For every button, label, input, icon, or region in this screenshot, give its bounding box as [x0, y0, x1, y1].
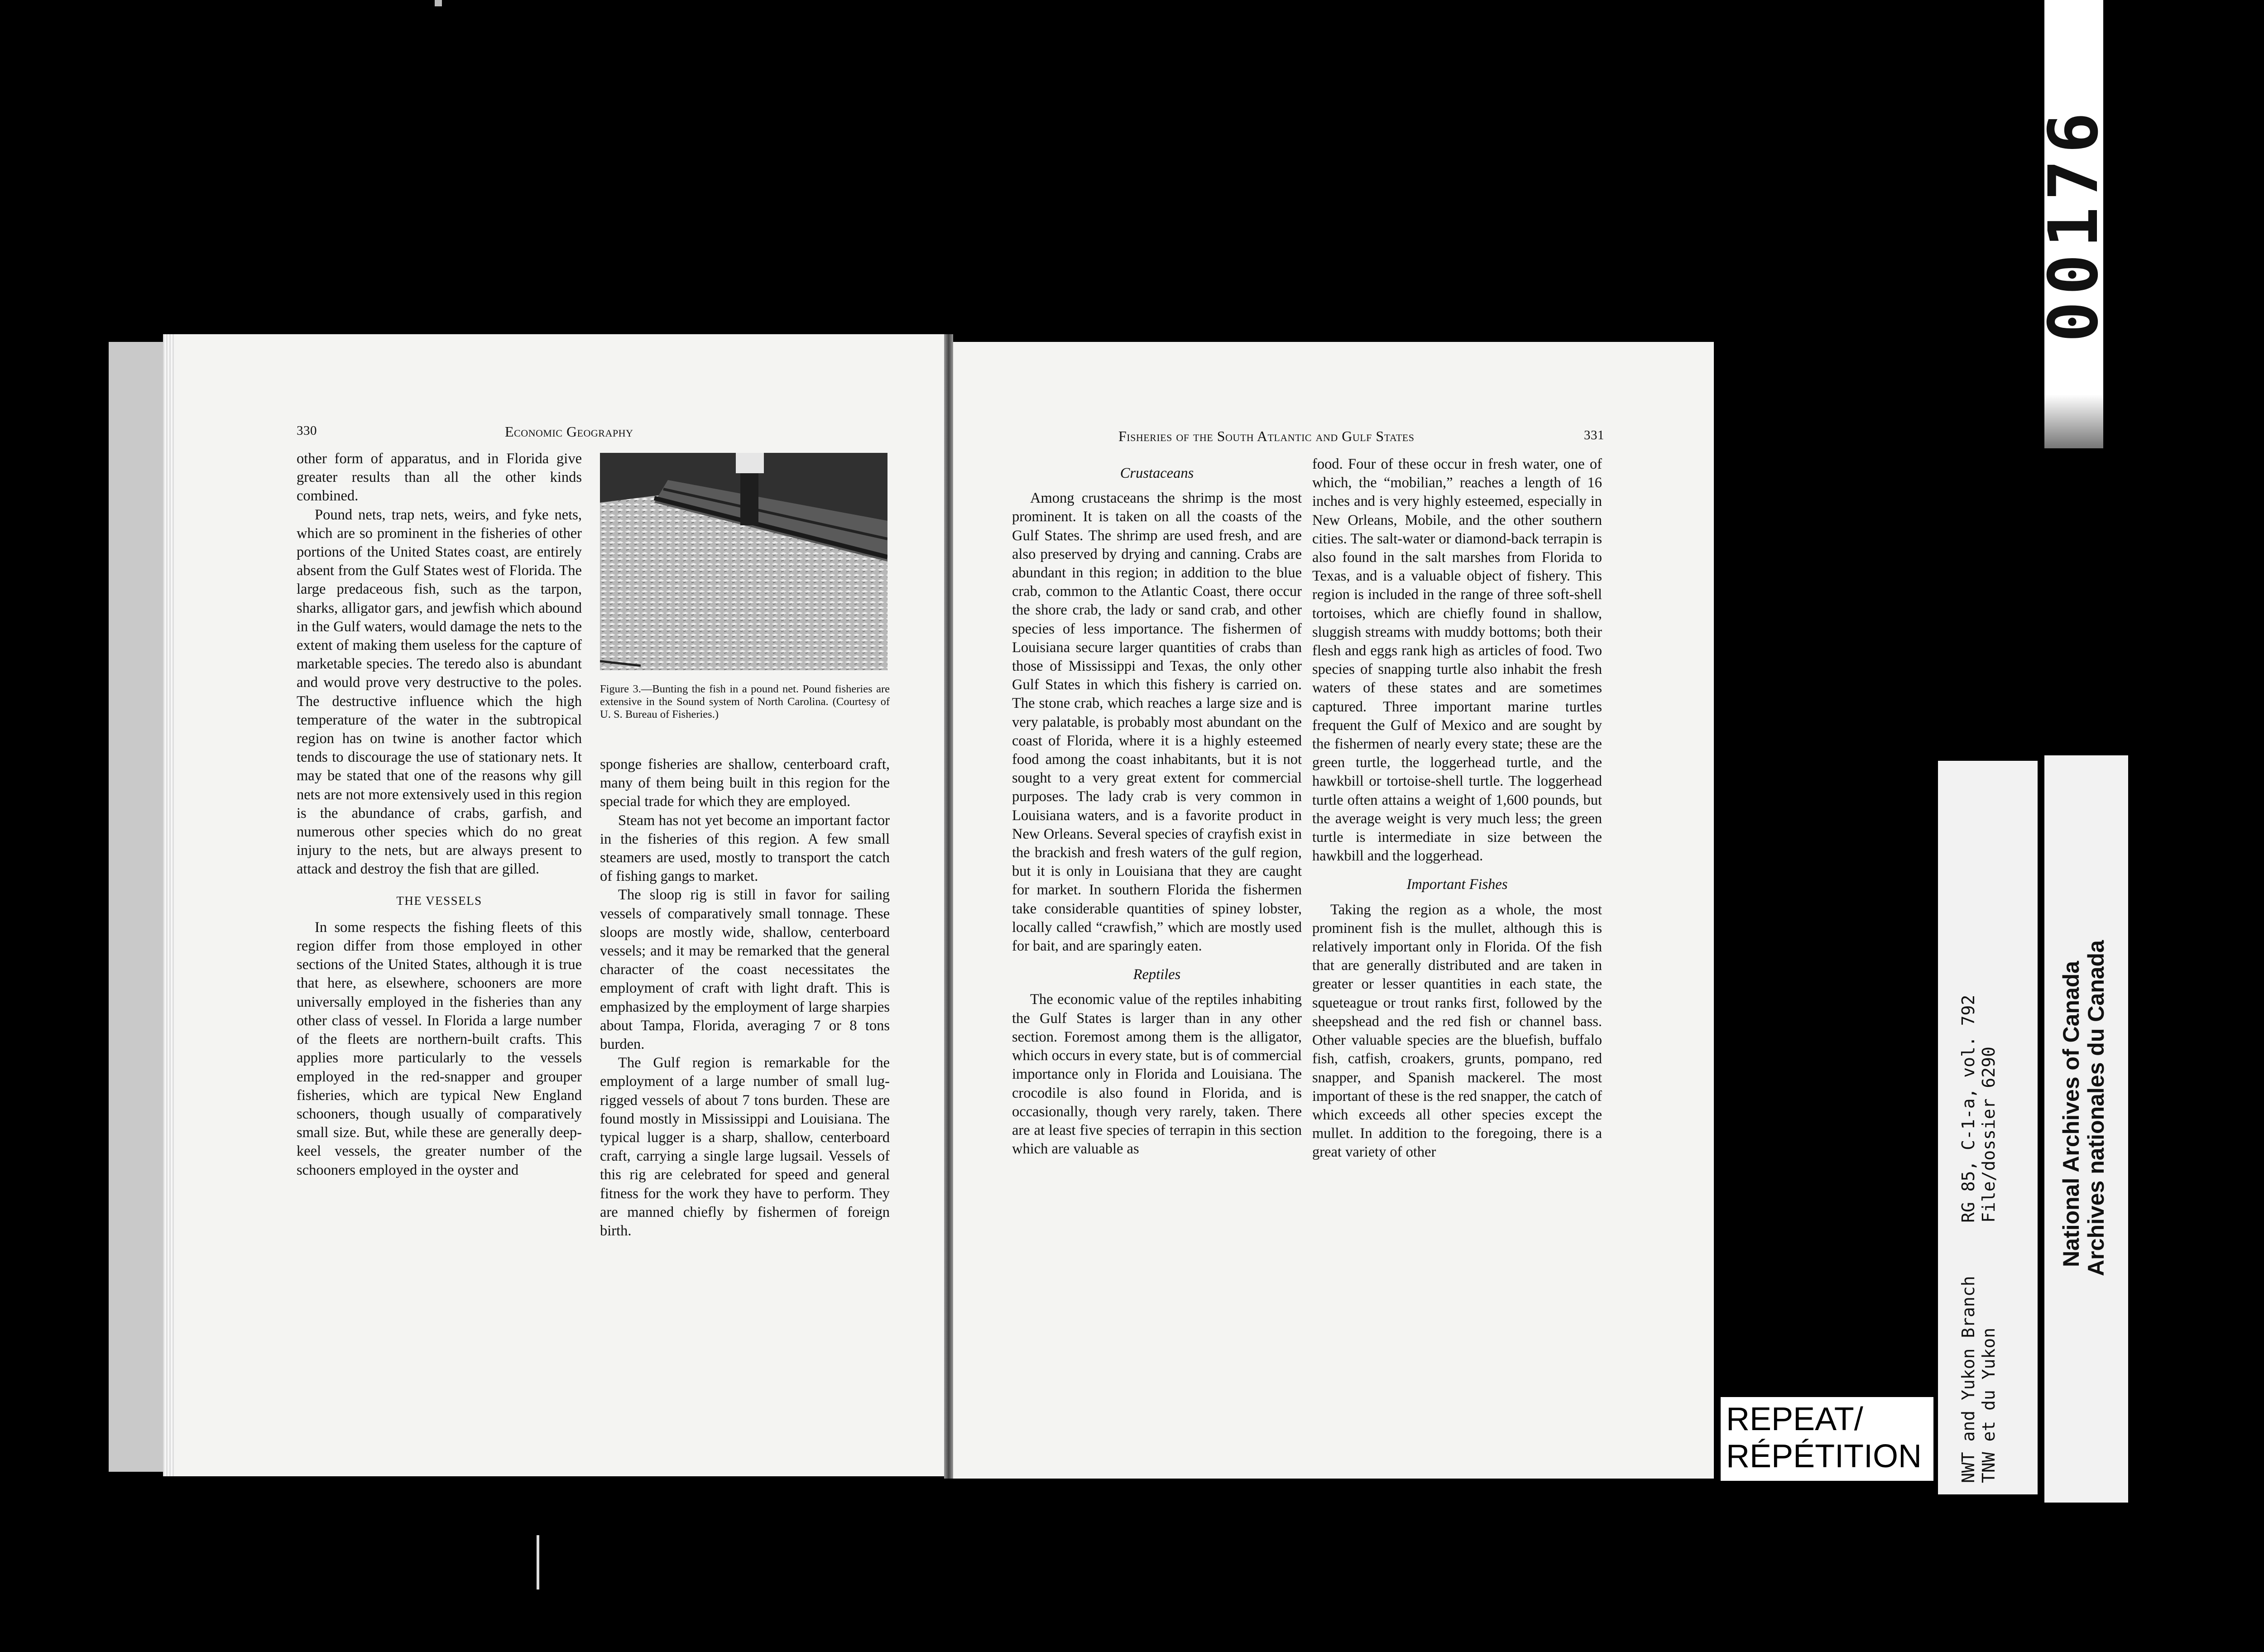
archive-ref-line-2: File/dossier 6290 [1979, 1047, 1999, 1223]
branch-line-1: NWT and Yukon Branch [1958, 1276, 1978, 1483]
paragraph: The economic value of the reptiles inhabiting the Gulf States is larger than in any other section. Foremost among them is the alligator, which occurs in every state, but is of commercial importance only in Florida and Louisiana. The crocodile is also found in Florida, and is occasionally, though very rarely, taken. There are at least five species of terrapin in this section which are valuable as [1012, 991, 1302, 1157]
running-head-right: Fisheries of the South Atlantic and Gulf States [1118, 428, 1415, 444]
paragraph: sponge fisheries are shallow, centerboard craft, many of them being built in this region for the special trade for which they are employed. [600, 756, 890, 810]
section-heading: THE VESSELS [396, 893, 482, 908]
page-number-left: 330 [297, 423, 317, 438]
section-heading: Crustaceans [1120, 465, 1194, 481]
right-column-1 [1012, 464, 1302, 1158]
left-column-2 [600, 755, 890, 1240]
paragraph: food. Four of these occur in fresh water, one of which, the “mobilian,” reaches a length of 16 inches and is very highly esteemed, especially in New Orleans, Mobile, and the other southern cities. The salt-water or diamond-back terrapin is also found in the salt marshes from Florida to Texas, and is a valuable object of fishery. This region is included in the range of three soft-shell tortoises, which are chiefly found in shallow, sluggish streams with muddy bottoms; both their flesh and eggs rank high as articles of food. Two species of snapping turtle also inhabit the fresh waters of these states and are sometimes captured. Three important marine turtles frequent the Gulf of Mexico and are sought by the fishermen of nearly every state; these are the green turtle, the loggerhead turtle, and the hawkbill or tortoise-shell turtle. The loggerhead turtle often attains a weight of 1,600 pounds, but the average weight is very much less; the green turtle is intermediate in size between the hawkbill and the loggerhead. [1312, 456, 1602, 864]
branch-line-2: TNW et du Yukon [1979, 1327, 1999, 1483]
archive-reference-label [1938, 761, 2038, 1494]
paragraph: In some respects the fishing fleets of this region differ from those employed in other sections of the United States, although it is true that here, as elsewhere, schooners are more universally employed in the fisheries than any other class of vessel. In Florida a large number of the fleets are northern-built crafts. This applies more particularly to the vessels employed in the red-snapper and grouper fisheries, which are typical New England schooners, though usually of comparatively small size. But, while these are generally deep-keel vessels, the greater number of the schooners employed in the oyster and [297, 919, 582, 1178]
left-column-1 [297, 450, 582, 1180]
archives-canada-label [2044, 755, 2128, 1503]
archive-ref-line-1: RG 85, C-1-a, vol. 792 [1958, 994, 1978, 1223]
paragraph: The sloop rig is still in favor for sailing vessels of comparatively small tonnage. These sloops are mostly wide, shallow, centerboard vessels; and it may be remarked that the general character of the coast necessitates the employment of craft with light draft. This is emphasized by the employment of large sharpies about Tampa, Florida, averaging 7 or 8 tons burden. [600, 887, 890, 1053]
paragraph: Steam has not yet become an important factor in the fisheries of this region. A few small steamers are used, mostly to transport the catch of fishing gangs to market. [600, 812, 890, 885]
book-gutter [944, 334, 953, 1479]
paragraph: Among crustaceans the shrimp is the most prominent. It is taken on all the coasts of the Gulf States. The shrimp are used fresh, and are also preserved by drying and canning. Crabs are abundant in this region; in addition to the blue crab, common to the Atlantic Coast, there occur the shore crab, the lady or sand crab, and other species of less importance. The fishermen of Louisiana secure larger quantities of crabs than those of Mississippi and Texas, the only other Gulf States in which this fishery is carried on. The stone crab, which reaches a large size and is very palatable, is probably most abundant on the coast of Florida, where it is a highly esteemed food among the coast inhabitants, but it is not sought to a very great extent for commercial purposes. The lady crab is very common in Louisiana waters, and is a favorite product in New Orleans. Several species of crayfish exist in the brackish and fresh waters of the gulf region, but it is only in Louisiana that they are caught for market. In southern Florida the fishermen take considerable quantities of spiney lobster, locally called “crawfish,” which are mostly used for bait, and are sparingly eaten. [1012, 490, 1302, 955]
pound-net-photo [600, 453, 887, 670]
figure-caption: Figure 3.—Bunting the fish in a pound net. Pound fisheries are extensive in the Sound system of North Carolina. (Courtesy of U. S. Bureau of Fisheries.) [600, 683, 890, 720]
paragraph: The Gulf region is remarkable for the employment of a large number of small lug-rigged vessels of about 7 tons burden. These are found mostly in Mississippi and Louisiana. The typical lugger is a sharp, shallow, centerboard craft, carrying a single large lugsail. Vessels of this rig are celebrated for speed and general fitness for the work they have to perform. They are manned chiefly by fishermen of foreign birth. [600, 1055, 890, 1239]
repeat-label-en: REPEAT/ [1726, 1401, 1863, 1437]
section-heading: Important Fishes [1406, 876, 1508, 893]
section-heading: Reptiles [1133, 966, 1181, 983]
figure-photo [600, 453, 887, 670]
archives-name-fr: Archives nationales du Canada [2083, 940, 2109, 1276]
film-mark [537, 1535, 539, 1590]
archives-name-en: National Archives of Canada [2058, 960, 2084, 1267]
film-mark [435, 0, 442, 6]
running-head-left: Economic Geography [505, 423, 633, 440]
repeat-label-fr: RÉPÉTITION [1726, 1438, 1922, 1474]
right-column-2 [1312, 455, 1602, 1162]
frame-number: 00176 [2034, 106, 2113, 342]
repeat-stamp [1721, 1397, 1933, 1481]
paragraph: Taking the region as a whole, the most prominent fish is the mullet, although this is relatively important only in Florida. Of the fish that are generally distributed and are taken in greater or lesser quantities in each state, the squeteague or trout ranks first, followed by the sheepshead and the red fish or channel bass. Other valuable species are the bluefish, buffalo fish, catfish, croakers, grunts, pompano, red snapper, and Spanish mackerel. The most important of these is the red snapper, the catch of which exceeds all other species except the mullet. In addition to the foregoing, there is a great variety of other [1312, 901, 1602, 1161]
paragraph: Pound nets, trap nets, weirs, and fyke nets, which are so prominent in the fisheries of other portions of the United States coast, are entirely absent from the Gulf States west of Florida. The large predaceous fish, such as the tarpon, sharks, alligator gars, and jewfish which abound in the Gulf waters, would damage the nets to the extent of making them useless for the capture of marketable species. The teredo also is abundant and would prove very destructive to the poles. The destructive influence which the high temperature of the water in the subtropical region has on twine is another factor which tends to discourage the use of stationary nets. It may be stated that one of the reasons why gill nets are not more extensively used in this region is the abundance of crabs, garfish, and numerous other species which do no great injury to the nets, but are always present to attack and destroy the fish that are gilled. [297, 506, 582, 878]
page-number-right: 331 [1584, 428, 1604, 442]
paragraph: other form of apparatus, and in Florida give greater results than all the other kinds combined. [297, 451, 582, 504]
frame-number-strip [2034, 0, 2113, 448]
